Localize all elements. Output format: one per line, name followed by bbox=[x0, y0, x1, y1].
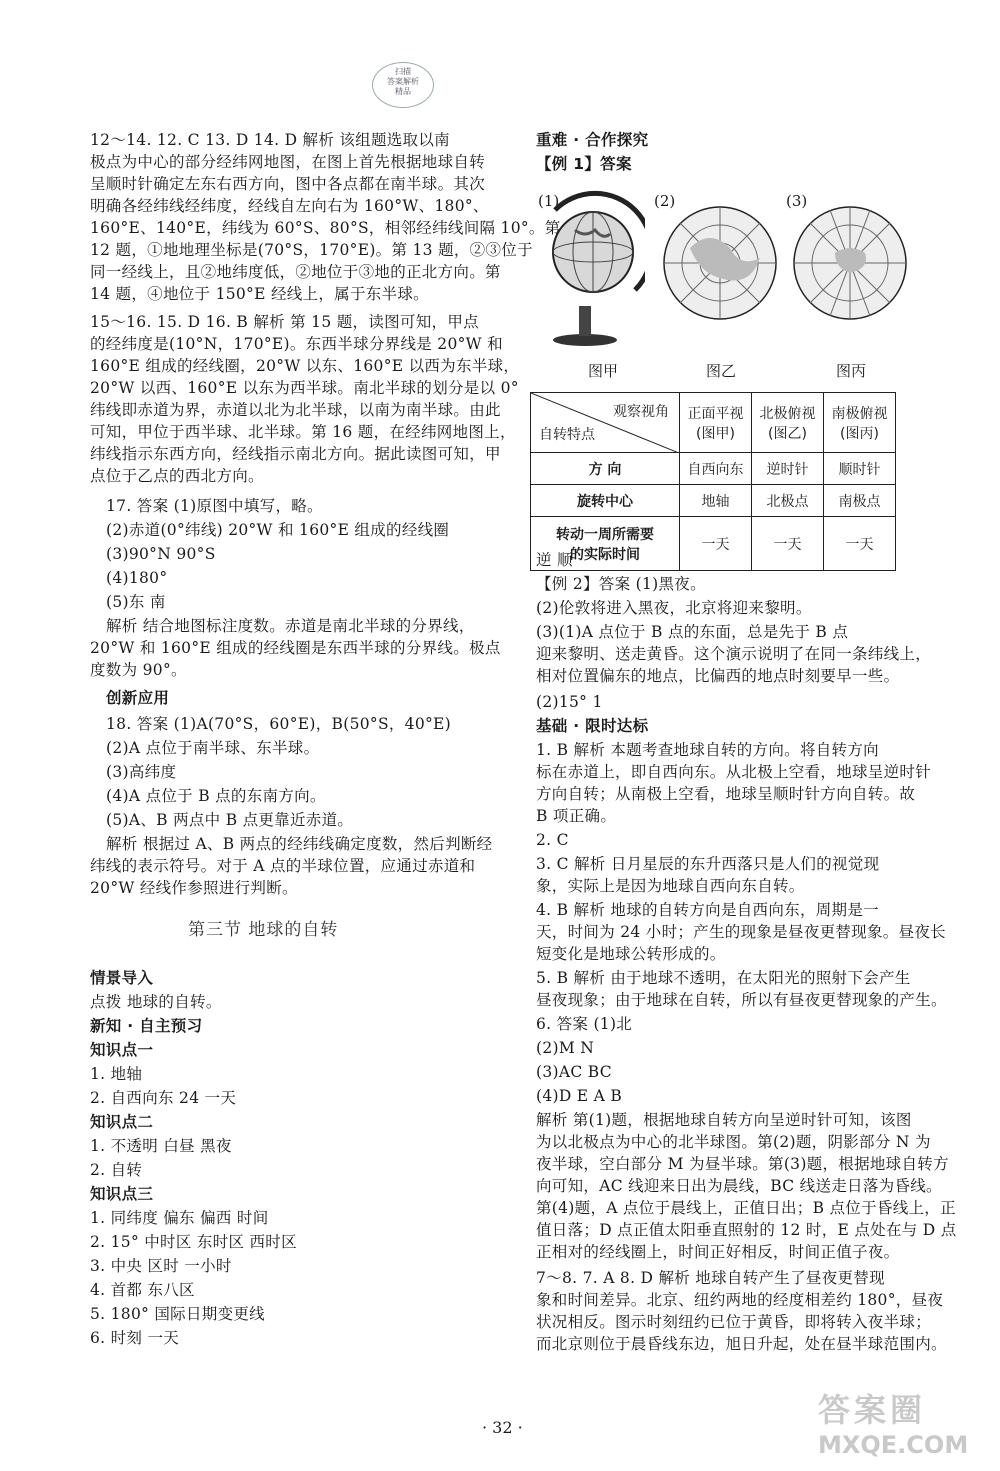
text-line: 状况相反。图示时刻纽约已位于黄昏，即将转入夜半球； bbox=[536, 1313, 932, 1331]
text-line: 逆 顺 bbox=[536, 551, 573, 569]
text-line: 方向自转；从南极上空看，地球呈顺时针方向自转。故 bbox=[536, 785, 916, 803]
text-line: 1. 地轴 bbox=[90, 1065, 143, 1083]
text-line: 相对位置偏东的地点，比偏西的地点时刻要早一些。 bbox=[536, 667, 900, 685]
figure-number: (2) bbox=[654, 192, 676, 210]
text-line: 4. 首都 东八区 bbox=[90, 1281, 195, 1299]
text-line: 17. 答案 (1)原图中填写，略。 bbox=[106, 497, 323, 515]
text-line: 解析 根据过 A、B 两点的经纬线确定度数，然后判断经 bbox=[106, 835, 493, 853]
table-header: 北极俯视 (图乙) bbox=[752, 393, 824, 453]
figure-number: (3) bbox=[786, 192, 808, 210]
heading: 情景导入 bbox=[90, 969, 154, 987]
table-header: 正面平视 (图甲) bbox=[680, 393, 752, 453]
rotation-table bbox=[530, 392, 896, 571]
globe-figure bbox=[545, 190, 645, 350]
text-line: 纬线即赤道为界，赤道以北为北半球，以南为南半球。由此 bbox=[90, 401, 501, 419]
subheading: 【例 1】答案 bbox=[536, 155, 632, 173]
text-line: 迎来黎明、送走黄昏。这个演示说明了在同一条纬线上， bbox=[536, 645, 932, 663]
subheading: 知识点二 bbox=[90, 1113, 154, 1131]
corner-top-label: 观察视角 bbox=[613, 404, 669, 420]
row-header: 转动一周所需要 的实际时间 bbox=[531, 517, 680, 571]
corner-bottom-label: 自转特点 bbox=[539, 427, 595, 443]
stamp-line3: 精品 bbox=[395, 87, 411, 96]
text-line: 6. 答案 (1)北 bbox=[536, 1015, 633, 1033]
table-cell: 北极点 bbox=[752, 485, 824, 517]
text-line: 呈顺时针确定左东右西方向，图中各点都在南半球。其次 bbox=[90, 175, 486, 193]
text-line: 2. C bbox=[536, 831, 569, 849]
text-line: 18. 答案 (1)A(70°S，60°E)，B(50°S，40°E) bbox=[106, 715, 451, 733]
table-header: 南极俯视 (图丙) bbox=[824, 393, 896, 453]
text-line: (3)高纬度 bbox=[106, 763, 177, 781]
text-line: 20°W 以西、160°E 以东为西半球。南北半球的划分是以 0° bbox=[90, 379, 519, 397]
text-line: 解析 结合地图标注度数。赤道是南北半球的分界线， bbox=[106, 617, 475, 635]
text-line: (3)AC BC bbox=[536, 1063, 612, 1081]
north-pole-globe-icon bbox=[664, 207, 776, 319]
figure-caption: 图甲 bbox=[588, 362, 619, 380]
text-line: 20°W 经线作参照进行判断。 bbox=[90, 879, 298, 897]
text-line: 极点为中心的部分经纬网地图，在图上首先根据地球自转 bbox=[90, 153, 486, 171]
globe-icon bbox=[553, 193, 645, 346]
row-header: 旋转中心 bbox=[531, 485, 680, 517]
text-line: 标在赤道上，即自西向东。从北极上空看，地球呈逆时针 bbox=[536, 763, 932, 781]
text-line: 15～16. 15. D 16. B 解析 第 15 题，读图可知，甲点 bbox=[90, 313, 479, 331]
page-number: · 32 · bbox=[482, 1418, 523, 1437]
text-line: 值日落；D 点正值太阳垂直照射的 12 时，E 点处在与 D 点 bbox=[536, 1221, 957, 1239]
text-line: 2. 15° 中时区 东时区 西时区 bbox=[90, 1233, 297, 1251]
text-line: (2)15° 1 bbox=[536, 693, 603, 711]
text-line: 1. 同纬度 偏东 偏西 时间 bbox=[90, 1209, 269, 1227]
text-line: 【例 2】答案 (1)黑夜。 bbox=[536, 575, 706, 593]
page-number-value: 32 bbox=[492, 1418, 513, 1437]
text-line: 为以北极点为中心的北半球图。第(2)题，阴影部分 N 为 bbox=[536, 1133, 931, 1151]
text-line: (4)A 点位于 B 点的东南方向。 bbox=[106, 787, 326, 805]
text-line: 象，实际上是因为地球自西向东自转。 bbox=[536, 877, 805, 895]
text-line: 的经纬度是(10°N，170°E)。东西半球分界线是 20°W 和 bbox=[90, 335, 503, 353]
text-line: 5. B 解析 由于地球不透明，在太阳光的照射下会产生 bbox=[536, 969, 911, 987]
stamp-line1: 扫描 bbox=[395, 67, 411, 76]
text-line: (4)180° bbox=[106, 569, 168, 587]
text-line: 明确各经纬线经纬度，经线自左向右为 160°W、180°、 bbox=[90, 197, 489, 215]
text-line: 纬线的表示符号。对于 A 点的半球位置，应通过赤道和 bbox=[90, 857, 476, 875]
text-line: 可知，甲位于西半球、北半球。第 16 题，在经纬网地图上， bbox=[90, 423, 516, 441]
watermark-title: 答案圈 bbox=[818, 1391, 927, 1429]
text-line: 点位于乙点的西北方向。 bbox=[90, 467, 264, 485]
text-line: (4)D E A B bbox=[536, 1087, 623, 1105]
text-line: 同一经线上，且②地纬度低，②地位于③地的正北方向。第 bbox=[90, 263, 501, 281]
table-cell: 一天 bbox=[824, 517, 896, 571]
figure-number: (1) bbox=[538, 192, 560, 210]
text-line: 点拨 地球的自转。 bbox=[90, 993, 222, 1011]
text-line: 纬线指示东西方向，经线指示南北方向。据此读图可知，甲 bbox=[90, 445, 501, 463]
heading: 创新应用 bbox=[106, 689, 170, 707]
text-line: 1. 不透明 白昼 黑夜 bbox=[90, 1137, 232, 1155]
text-line: 2. 自转 bbox=[90, 1161, 143, 1179]
text-line: B 项正确。 bbox=[536, 807, 617, 825]
row-header: 方 向 bbox=[531, 453, 680, 485]
text-line: 6. 时刻 一天 bbox=[90, 1329, 180, 1347]
text-line: (2)M N bbox=[536, 1039, 595, 1057]
text-line: 14 题，④地位于 150°E 经线上，属于东半球。 bbox=[90, 285, 429, 303]
text-line: 7～8. 7. A 8. D 解析 地球自转产生了昼夜更替现 bbox=[536, 1269, 885, 1287]
text-line: 象和时间差异。北京、纽约两地的经度相差约 180°，昼夜 bbox=[536, 1291, 944, 1309]
text-line: 昼夜现象；由于地球在自转，所以有昼夜更替现象的产生。 bbox=[536, 991, 947, 1009]
text-line: (5)东 南 bbox=[106, 593, 166, 611]
subheading: 知识点一 bbox=[90, 1041, 154, 1059]
table-corner bbox=[531, 393, 680, 453]
table-cell: 顺时针 bbox=[824, 453, 896, 485]
text-line: (3)(1)A 点位于 B 点的东面，总是先于 B 点 bbox=[536, 623, 849, 641]
text-line: (5)A、B 两点中 B 点更靠近赤道。 bbox=[106, 811, 354, 829]
table-cell: 地轴 bbox=[680, 485, 752, 517]
text-line: (2)赤道(0°纬线) 20°W 和 160°E 组成的经线圈 bbox=[106, 521, 450, 539]
text-line: (3)90°N 90°S bbox=[106, 545, 216, 563]
text-line: 夜半球，空白部分 M 为昼半球。第(3)题，根据地球自转方 bbox=[536, 1155, 949, 1173]
text-line: 而北京则位于晨昏线东边，旭日升起，处在昼半球范围内。 bbox=[536, 1335, 947, 1353]
text-line: 天，时间为 24 小时；产生的现象是昼夜更替现象。昼夜长 bbox=[536, 923, 946, 941]
text-line: 3. 中央 区时 一小时 bbox=[90, 1257, 232, 1275]
table-cell: 一天 bbox=[752, 517, 824, 571]
table-cell: 南极点 bbox=[824, 485, 896, 517]
north-pole-figure bbox=[660, 198, 780, 328]
text-line: 向可知，AC 线迎来日出为晨线，BC 线送走日落为昏线。 bbox=[536, 1177, 942, 1195]
south-pole-figure bbox=[790, 198, 910, 328]
figure-caption: 图乙 bbox=[706, 362, 737, 380]
text-line: (2)A 点位于南半球、东半球。 bbox=[106, 739, 320, 757]
text-line: (2)伦敦将进入黑夜，北京将迎来黎明。 bbox=[536, 599, 812, 617]
text-line: 160°E、140°E，纬线为 60°S、80°S，相邻经纬线间隔 10°。第 bbox=[90, 219, 561, 237]
text-line: 度数为 90°。 bbox=[90, 661, 187, 679]
text-line: 1. B 解析 本题考查地球自转的方向。将自转方向 bbox=[536, 741, 879, 759]
south-pole-globe-icon bbox=[794, 207, 906, 319]
table-cell: 一天 bbox=[680, 517, 752, 571]
watermark-logo bbox=[818, 1390, 988, 1468]
heading: 基础 · 限时达标 bbox=[536, 717, 649, 735]
heading: 新知 · 自主预习 bbox=[90, 1017, 203, 1035]
text-line: 解析 第(1)题，根据地球自转方向呈逆时针可知，该图 bbox=[536, 1111, 912, 1129]
text-line: 4. B 解析 地球的自转方向是自西向东，周期是一 bbox=[536, 901, 879, 919]
text-line: 2. 自西向东 24 一天 bbox=[90, 1089, 237, 1107]
text-line: 正相对的经线圈上，时间正好相反，时间正值子夜。 bbox=[536, 1243, 900, 1261]
table-cell: 逆时针 bbox=[752, 453, 824, 485]
section-title: 第三节 地球的自转 bbox=[188, 920, 339, 940]
text-line: 160°E 组成的经线圈，20°W 以东、160°E 以西为东半球， bbox=[90, 357, 520, 375]
heading: 重难 · 合作探究 bbox=[536, 131, 649, 149]
text-line: 5. 180° 国际日期变更线 bbox=[90, 1305, 265, 1323]
text-line: 20°W 和 160°E 组成的经线圈是东西半球的分界线。极点 bbox=[90, 639, 501, 657]
subheading: 知识点三 bbox=[90, 1185, 154, 1203]
table-cell: 自西向东 bbox=[680, 453, 752, 485]
text-line: 短变化是地球公转形成的。 bbox=[536, 945, 726, 963]
text-line: 12 题，①地地理坐标是(70°S，170°E)。第 13 题，②③位于 bbox=[90, 241, 533, 259]
figure-caption: 图丙 bbox=[836, 362, 867, 380]
stamp-line2: 答案解析 bbox=[387, 77, 419, 86]
text-line: 第(4)题，A 点位于晨线上，正值日出；B 点位于昏线上，正 bbox=[536, 1199, 956, 1217]
text-line: 12～14. 12. C 13. D 14. D 解析 该组题选取以南 bbox=[90, 131, 450, 149]
text-line: 3. C 解析 日月星辰的东升西落只是人们的视觉现 bbox=[536, 855, 880, 873]
watermark-url: MXQE.COM bbox=[818, 1431, 969, 1459]
scan-stamp bbox=[372, 62, 434, 108]
